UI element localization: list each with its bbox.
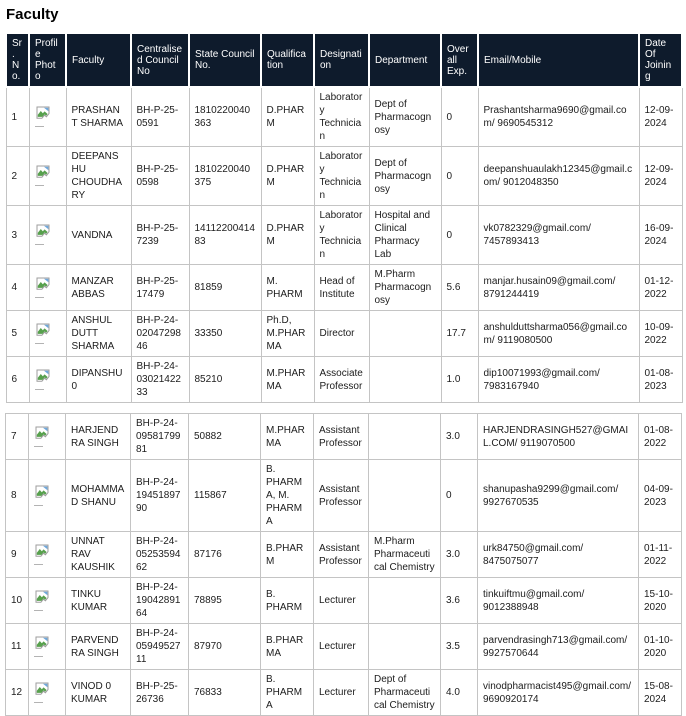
table-row	[6, 357, 682, 403]
table-row	[6, 460, 682, 532]
cell-designation: Lecturer	[314, 670, 369, 716]
image-alt-dash	[35, 389, 44, 390]
cell-qualification: B.PHARMA	[261, 624, 314, 670]
cell-date-of-joining: 12-09-2024	[639, 147, 682, 206]
cell-profile-photo	[29, 311, 66, 357]
broken-image-icon	[36, 165, 63, 178]
table-row	[6, 311, 682, 357]
faculty-table-bottom	[5, 413, 682, 716]
cell-department: M.Pharm Pharmaceutical Chemistry	[369, 532, 441, 578]
cell-overall-exp: 17.7	[441, 311, 478, 357]
cell-overall-exp: 3.0	[441, 414, 478, 460]
cell-sr-no: 10	[6, 578, 29, 624]
cell-overall-exp: 0	[441, 87, 478, 147]
cell-designation: Laboratory Technician	[314, 206, 369, 265]
cell-centralised-council-no: BH-P-24-0594952711	[131, 624, 189, 670]
broken-image-icon	[35, 636, 62, 649]
cell-faculty: MANZAR ABBAS	[66, 265, 131, 311]
broken-image-icon	[36, 277, 63, 290]
cell-centralised-council-no: BH-P-25-0598	[131, 147, 189, 206]
column-header-date-of-joining: Date Of Joining	[639, 33, 682, 87]
broken-image-icon	[36, 106, 63, 119]
cell-overall-exp: 3.0	[441, 532, 478, 578]
cell-centralised-council-no: BH-P-24-0302142233	[131, 357, 189, 403]
cell-sr-no: 7	[6, 414, 29, 460]
cell-qualification: D.PHARM	[261, 87, 314, 147]
cell-profile-photo	[29, 357, 66, 403]
image-alt-dash	[35, 126, 44, 127]
cell-overall-exp: 5.6	[441, 265, 478, 311]
cell-centralised-council-no: BH-P-24-0958179981	[131, 414, 189, 460]
table-row	[6, 206, 682, 265]
cell-sr-no: 4	[6, 265, 29, 311]
table-row	[6, 87, 682, 147]
page-title: Faculty	[6, 6, 59, 23]
cell-overall-exp: 1.0	[441, 357, 478, 403]
cell-centralised-council-no: BH-P-25-0591	[131, 87, 189, 147]
cell-date-of-joining: 04-09-2023	[639, 460, 682, 532]
cell-date-of-joining: 16-09-2024	[639, 206, 682, 265]
cell-faculty: DEEPANSHU CHOUDHARY	[66, 147, 131, 206]
cell-date-of-joining: 01-08-2023	[639, 357, 682, 403]
cell-sr-no: 12	[6, 670, 29, 716]
cell-sr-no: 9	[6, 532, 29, 578]
cell-date-of-joining: 10-09-2022	[639, 311, 682, 357]
cell-designation: Assistant Professor	[314, 532, 369, 578]
cell-state-council-no: 81859	[189, 265, 261, 311]
cell-faculty: TINKU KUMAR	[66, 578, 131, 624]
faculty-table-top	[5, 32, 683, 403]
cell-qualification: M. PHARM	[261, 265, 314, 311]
cell-qualification: B. PHARMA	[261, 670, 314, 716]
cell-centralised-council-no: BH-P-25-17479	[131, 265, 189, 311]
cell-faculty: VINOD 0 KUMAR	[66, 670, 131, 716]
cell-qualification: B. PHARMA, M. PHARMA	[261, 460, 314, 532]
cell-centralised-council-no: BH-P-25-26736	[131, 670, 189, 716]
cell-state-council-no: 33350	[189, 311, 261, 357]
table-header	[6, 33, 682, 87]
cell-faculty: PRASHANT SHARMA	[66, 87, 131, 147]
column-header-qualification: Qualification	[261, 33, 314, 87]
cell-sr-no: 5	[6, 311, 29, 357]
broken-image-icon	[35, 682, 62, 695]
table-header-row	[6, 33, 682, 87]
cell-faculty: ANSHUL DUTT SHARMA	[66, 311, 131, 357]
cell-faculty: VANDNA	[66, 206, 131, 265]
broken-image-icon	[35, 544, 62, 557]
image-alt-dash	[35, 343, 44, 344]
cell-faculty: UNNAT RAV KAUSHIK	[66, 532, 131, 578]
cell-faculty: PARVENDRA SINGH	[66, 624, 131, 670]
cell-email-mobile: parvendrasingh713@gmail.com/ 9927570644	[478, 624, 639, 670]
cell-state-council-no: 78895	[189, 578, 261, 624]
cell-email-mobile: tinkuiftmu@gmail.com/ 9012388948	[478, 578, 639, 624]
image-alt-dash	[35, 244, 44, 245]
image-alt-dash	[35, 185, 44, 186]
table-row	[6, 414, 682, 460]
cell-state-council-no: 50882	[189, 414, 261, 460]
column-header-state-council-no: State Council No.	[189, 33, 261, 87]
image-alt-dash	[34, 446, 43, 447]
cell-profile-photo	[29, 265, 66, 311]
cell-designation: Laboratory Technician	[314, 87, 369, 147]
table-row	[6, 532, 682, 578]
column-header-designation: Designation	[314, 33, 369, 87]
cell-state-council-no: 1411220041483	[189, 206, 261, 265]
cell-overall-exp: 0	[441, 147, 478, 206]
image-alt-dash	[34, 702, 43, 703]
cell-qualification: B.PHARM	[261, 532, 314, 578]
faculty-table-bottom-body	[6, 414, 682, 716]
cell-designation: Assistant Professor	[314, 460, 369, 532]
cell-profile-photo	[29, 87, 66, 147]
cell-email-mobile: deepanshuaulakh12345@gmail.com/ 9012048350	[478, 147, 639, 206]
column-header-department: Department	[369, 33, 441, 87]
cell-department: M.Pharm Pharmacognosy	[369, 265, 441, 311]
cell-email-mobile: Prashantsharma9690@gmail.com/ 9690545312	[478, 87, 639, 147]
cell-email-mobile: manjar.husain09@gmail.com/ 8791244419	[478, 265, 639, 311]
cell-department: Dept of Pharmacognosy	[369, 87, 441, 147]
cell-qualification: M.PHARMA	[261, 414, 314, 460]
cell-overall-exp: 3.6	[441, 578, 478, 624]
cell-state-council-no: 87970	[189, 624, 261, 670]
cell-state-council-no: 1810220040375	[189, 147, 261, 206]
cell-state-council-no: 1810220040363	[189, 87, 261, 147]
cell-overall-exp: 3.5	[441, 624, 478, 670]
cell-date-of-joining: 15-10-2020	[639, 578, 682, 624]
cell-profile-photo	[29, 147, 66, 206]
cell-date-of-joining: 01-10-2020	[639, 624, 682, 670]
cell-state-council-no: 87176	[189, 532, 261, 578]
column-header-centralised-council-no: Centralised Council No	[131, 33, 189, 87]
cell-centralised-council-no: BH-P-24-0204729846	[131, 311, 189, 357]
table-row	[6, 624, 682, 670]
cell-email-mobile: vk0782329@gmail.com/ 7457893413	[478, 206, 639, 265]
cell-overall-exp: 0	[441, 460, 478, 532]
cell-overall-exp: 4.0	[441, 670, 478, 716]
cell-centralised-council-no: BH-P-24-0525359462	[131, 532, 189, 578]
table-row	[6, 670, 682, 716]
cell-sr-no: 2	[6, 147, 29, 206]
cell-date-of-joining: 01-11-2022	[639, 532, 682, 578]
cell-designation: Lecturer	[314, 578, 369, 624]
cell-date-of-joining: 15-08-2024	[639, 670, 682, 716]
cell-sr-no: 3	[6, 206, 29, 265]
cell-sr-no: 8	[6, 460, 29, 532]
cell-qualification: M.PHARMA	[261, 357, 314, 403]
cell-designation: Head of Institute	[314, 265, 369, 311]
image-alt-dash	[34, 505, 43, 506]
cell-department	[369, 311, 441, 357]
table-row	[6, 578, 682, 624]
cell-qualification: B. PHARM	[261, 578, 314, 624]
broken-image-icon	[35, 426, 62, 439]
cell-state-council-no: 115867	[189, 460, 261, 532]
cell-designation: Lecturer	[314, 624, 369, 670]
cell-department: Dept of Pharmaceutical Chemistry	[369, 670, 441, 716]
cell-profile-photo	[29, 414, 66, 460]
table-row	[6, 265, 682, 311]
cell-qualification: Ph.D, M.PHARMA	[261, 311, 314, 357]
cell-qualification: D.PHARM	[261, 147, 314, 206]
cell-email-mobile: shanupasha9299@gmail.com/ 9927670535	[478, 460, 639, 532]
cell-faculty: DIPANSHU 0	[66, 357, 131, 403]
cell-designation: Laboratory Technician	[314, 147, 369, 206]
column-header-overall-exp: Overall Exp.	[441, 33, 478, 87]
cell-centralised-council-no: BH-P-24-1904289164	[131, 578, 189, 624]
cell-department	[369, 414, 441, 460]
image-alt-dash	[35, 297, 44, 298]
column-header-profile-photo: Profile Photo	[29, 33, 66, 87]
cell-email-mobile: urk84750@gmail.com/ 8475075077	[478, 532, 639, 578]
cell-sr-no: 11	[6, 624, 29, 670]
broken-image-icon	[36, 323, 63, 336]
cell-department	[369, 578, 441, 624]
broken-image-icon	[36, 369, 63, 382]
cell-department	[369, 624, 441, 670]
cell-email-mobile: HARJENDRASINGH527@GMAIL.COM/ 9119070500	[478, 414, 639, 460]
cell-centralised-council-no: BH-P-25-7239	[131, 206, 189, 265]
cell-profile-photo	[29, 624, 66, 670]
faculty-table-top-body	[6, 87, 682, 403]
cell-date-of-joining: 01-12-2022	[639, 265, 682, 311]
column-header-email-mobile: Email/Mobile	[478, 33, 639, 87]
cell-designation: Associate Professor	[314, 357, 369, 403]
cell-department	[369, 460, 441, 532]
cell-profile-photo	[29, 578, 66, 624]
column-header-faculty: Faculty	[66, 33, 131, 87]
cell-date-of-joining: 12-09-2024	[639, 87, 682, 147]
image-alt-dash	[34, 610, 43, 611]
cell-state-council-no: 85210	[189, 357, 261, 403]
cell-department: Dept of Pharmacognosy	[369, 147, 441, 206]
cell-date-of-joining: 01-08-2022	[639, 414, 682, 460]
broken-image-icon	[35, 485, 62, 498]
broken-image-icon	[35, 590, 62, 603]
cell-profile-photo	[29, 532, 66, 578]
image-alt-dash	[34, 656, 43, 657]
cell-designation: Assistant Professor	[314, 414, 369, 460]
image-alt-dash	[34, 564, 43, 565]
cell-sr-no: 6	[6, 357, 29, 403]
cell-sr-no: 1	[6, 87, 29, 147]
cell-state-council-no: 76833	[189, 670, 261, 716]
cell-faculty: HARJENDRA SINGH	[66, 414, 131, 460]
cell-department	[369, 357, 441, 403]
broken-image-icon	[36, 224, 63, 237]
cell-overall-exp: 0	[441, 206, 478, 265]
table-row	[6, 147, 682, 206]
cell-profile-photo	[29, 670, 66, 716]
cell-department: Hospital and Clinical Pharmacy Lab	[369, 206, 441, 265]
cell-email-mobile: anshulduttsharma056@gmail.com/ 9119080500	[478, 311, 639, 357]
cell-email-mobile: dip10071993@gmail.com/ 7983167940	[478, 357, 639, 403]
cell-qualification: D.PHARM	[261, 206, 314, 265]
cell-designation: Director	[314, 311, 369, 357]
cell-profile-photo	[29, 460, 66, 532]
cell-centralised-council-no: BH-P-24-1945189790	[131, 460, 189, 532]
cell-faculty: MOHAMMAD SHANU	[66, 460, 131, 532]
column-header-sr-no: Sr. No.	[6, 33, 29, 87]
cell-email-mobile: vinodpharmacist495@gmail.com/ 9690920174	[478, 670, 639, 716]
cell-profile-photo	[29, 206, 66, 265]
